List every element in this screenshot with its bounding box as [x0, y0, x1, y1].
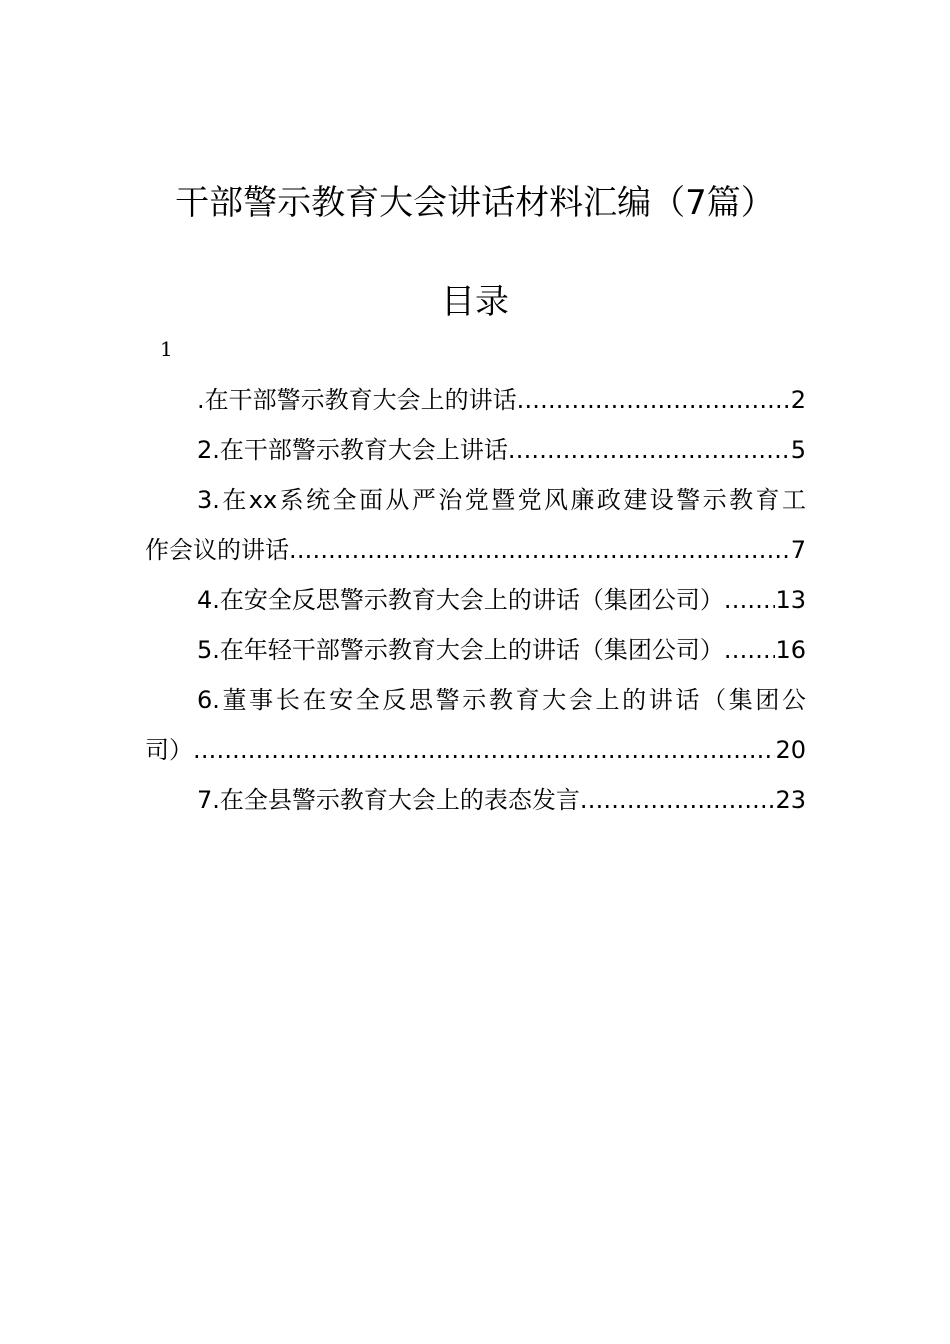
toc-entry-5[interactable] [145, 625, 806, 675]
dot-leader [508, 425, 791, 475]
toc-entry-page: 16 [775, 636, 806, 664]
toc-entry-title: 7.在全县警示教育大会上的表态发言 [197, 786, 580, 814]
toc-entry-title: 3.在xx系统全面从严治党暨党风廉政建设警示教育工 [197, 486, 806, 514]
toc-entry-title: 5.在年轻干部警示教育大会上的讲话（集团公司） [197, 636, 724, 664]
toc-entry-page: 2 [790, 386, 806, 414]
toc-entry-3[interactable] [145, 475, 806, 575]
toc-entry-title: 6.董事长在安全反思警示教育大会上的讲话（集团公 [197, 686, 806, 714]
toc-entry-2[interactable] [145, 425, 806, 475]
toc-entry-title-continued: 司） [145, 736, 193, 764]
dot-leader [289, 525, 791, 575]
toc-entry-7[interactable] [145, 775, 806, 825]
dot-leader [580, 775, 776, 825]
toc-entry-6[interactable] [145, 675, 806, 775]
toc-entry-title: .在干部警示教育大会上的讲话 [197, 386, 517, 414]
toc-entry-title-continued: 作会议的讲话 [145, 536, 289, 564]
dot-leader [193, 725, 775, 775]
table-of-contents [145, 375, 806, 825]
toc-entry-4[interactable] [145, 575, 806, 625]
toc-entry-page: 20 [775, 736, 806, 764]
toc-entry-1[interactable] [145, 375, 806, 425]
footnote-marker: 1 [160, 337, 173, 361]
dot-leader [724, 625, 776, 675]
document-title: 干部警示教育大会讲话材料汇编（7篇） [175, 183, 775, 223]
toc-entry-title: 2.在干部警示教育大会上讲话 [197, 436, 508, 464]
toc-entry-page: 5 [790, 436, 806, 464]
toc-entry-page: 13 [775, 586, 806, 614]
toc-heading: 目录 [441, 282, 509, 322]
toc-entry-title: 4.在安全反思警示教育大会上的讲话（集团公司） [197, 586, 724, 614]
toc-entry-page: 23 [775, 786, 806, 814]
dot-leader [517, 375, 791, 425]
dot-leader [724, 575, 776, 625]
toc-entry-page: 7 [790, 536, 806, 564]
